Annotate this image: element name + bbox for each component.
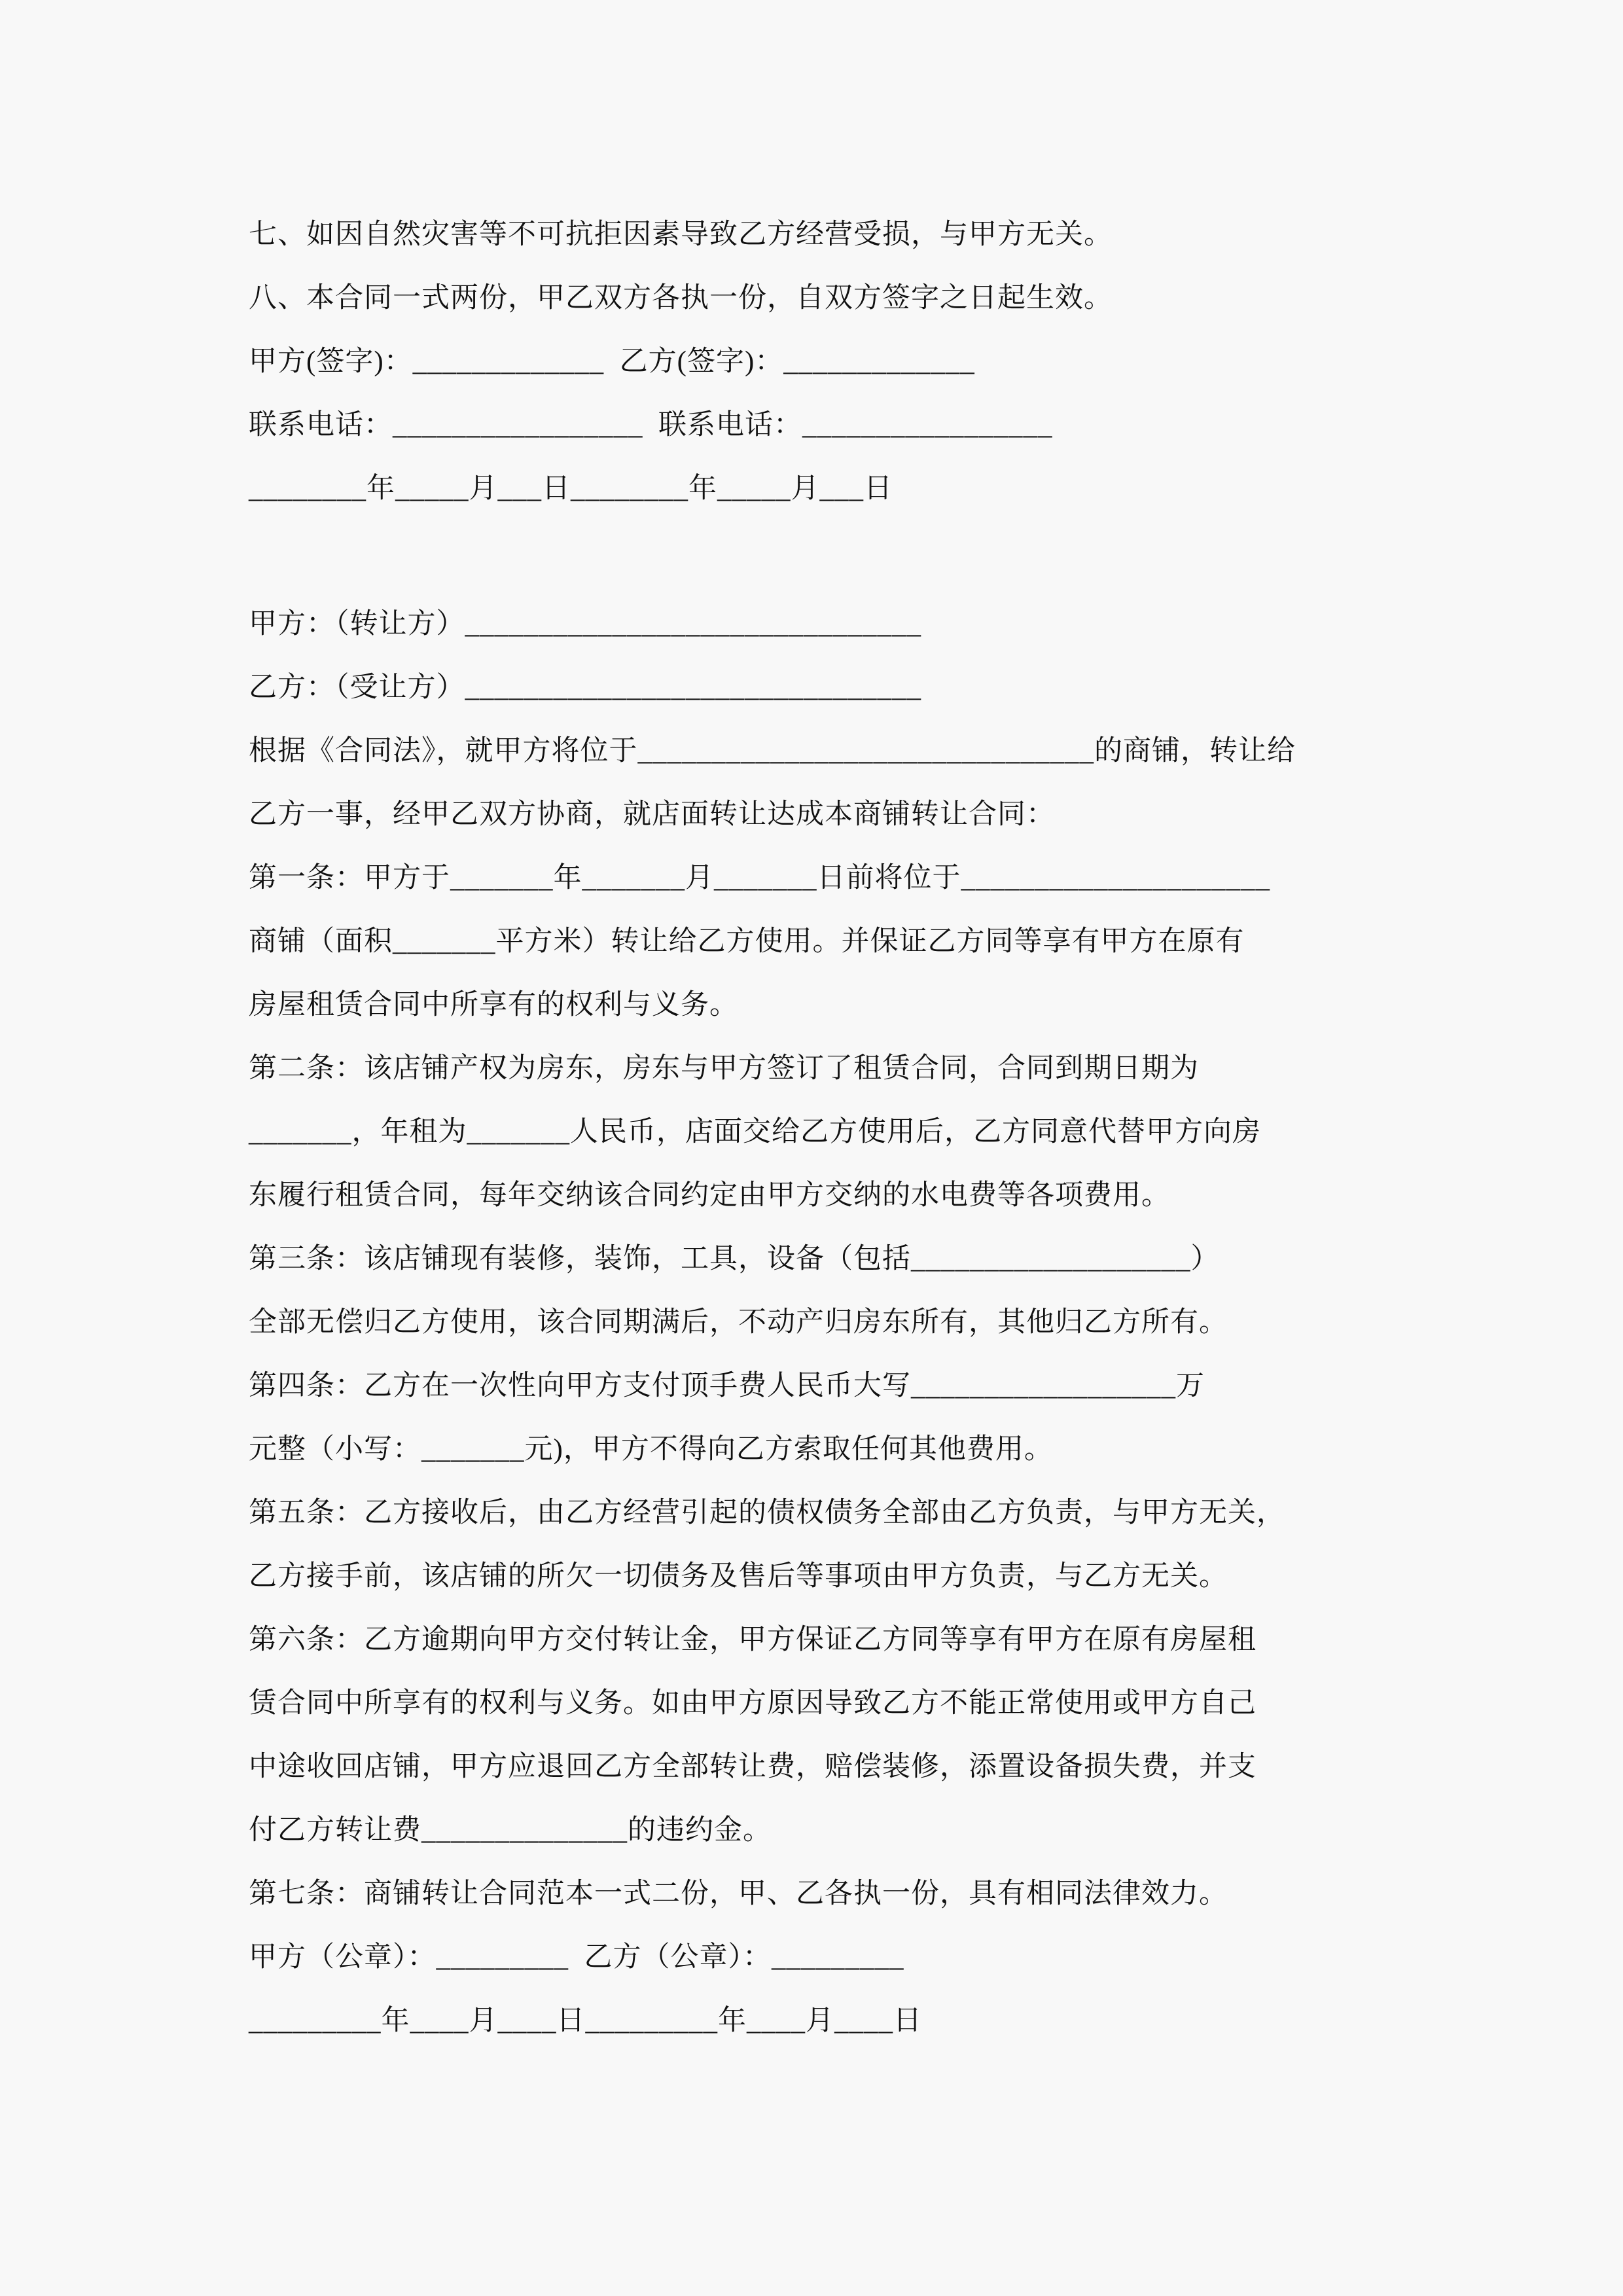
clause-six-line-3: 中途收回店铺，甲方应退回乙方全部转让费，赔偿装修，添置设备损失费，并支 — [249, 1751, 1257, 1782]
clause-seven-line: 第七条：商铺转让合同范本一式二份，甲、乙各执一份，具有相同法律效力。 — [249, 1878, 1228, 1909]
contract-body — [249, 203, 1387, 2053]
clause-six-line-1: 第六条：乙方逾期向甲方交付转让金，甲方保证乙方同等享有甲方在原有房屋租 — [249, 1624, 1257, 1655]
date-line-top: ________年_____月___日________年_____月___日 — [249, 473, 893, 504]
clause-four-line-1: 第四条：乙方在一次性向甲方支付顶手费人民币大写__________________万 — [249, 1371, 1205, 1401]
clause-two-line-3: 东履行租赁合同，每年交纳该合同约定由甲方交纳的水电费等各项费用。 — [249, 1180, 1170, 1211]
clause-one-line-1: 第一条：甲方于_______年_______月_______日前将位于_____________________ — [249, 863, 1270, 893]
party-a-transferor-line: 甲方：（转让方）_______________________________ — [249, 609, 921, 639]
clause-seven-prev-contract: 七、如因自然灾害等不可抗拒因素导致乙方经营受损，与甲方无关。 — [249, 219, 1113, 250]
signature-line-party-a-b: 甲方(签字)：_____________ 乙方(签字)：_____________ — [249, 346, 975, 377]
preamble-line-1: 根据《合同法》，就甲方将位于_______________________________的商铺，转让给 — [249, 736, 1296, 766]
clause-one-line-2: 商铺（面积_______平方米）转让给乙方使用。并保证乙方同等享有甲方在原有 — [249, 926, 1245, 957]
preamble-line-2: 乙方一事，经甲乙双方协商，就店面转让达成本商铺转让合同： — [249, 799, 1055, 830]
clause-eight-prev-contract: 八、本合同一式两份，甲乙双方各执一份，自双方签字之日起生效。 — [249, 283, 1113, 314]
clause-one-line-3: 房屋租赁合同中所享有的权利与义务。 — [249, 990, 738, 1020]
seal-line-party-a-b: 甲方（公章）：_________ 乙方（公章）：_________ — [249, 1942, 904, 1973]
clause-five-line-1: 第五条：乙方接收后，由乙方经营引起的债权债务全部由乙方负责，与甲方无关， — [249, 1498, 1285, 1528]
clause-four-line-2: 元整（小写：_______元)，甲方不得向乙方索取任何其他费用。 — [249, 1434, 1053, 1465]
clause-five-line-2: 乙方接手前，该店铺的所欠一切债务及售后等事项由甲方负责，与乙方无关。 — [249, 1561, 1228, 1592]
contact-phone-line: 联系电话：_________________ 联系电话：_________________ — [249, 410, 1053, 440]
party-b-transferee-line: 乙方：（受让方）_______________________________ — [249, 672, 921, 703]
clause-three-line-1: 第三条：该店铺现有装修，装饰，工具，设备（包括___________________） — [249, 1244, 1220, 1274]
clause-three-line-2: 全部无偿归乙方使用，该合同期满后，不动产归房东所有，其他归乙方所有。 — [249, 1307, 1228, 1338]
section-gap — [249, 520, 1387, 592]
clause-two-line-2: _______，年租为_______人民币，店面交给乙方使用后，乙方同意代替甲方向房 — [249, 1117, 1261, 1147]
date-line-bottom: _________年____月____日_________年____月____日 — [249, 2005, 922, 2036]
clause-two-line-1: 第二条：该店铺产权为房东，房东与甲方签订了租赁合同，合同到期日期为 — [249, 1053, 1199, 1084]
clause-six-line-4: 付乙方转让费______________的违约金。 — [249, 1815, 772, 1846]
clause-six-line-2: 赁合同中所享有的权利与义务。如由甲方原因导致乙方不能正常使用或甲方自己 — [249, 1688, 1257, 1719]
